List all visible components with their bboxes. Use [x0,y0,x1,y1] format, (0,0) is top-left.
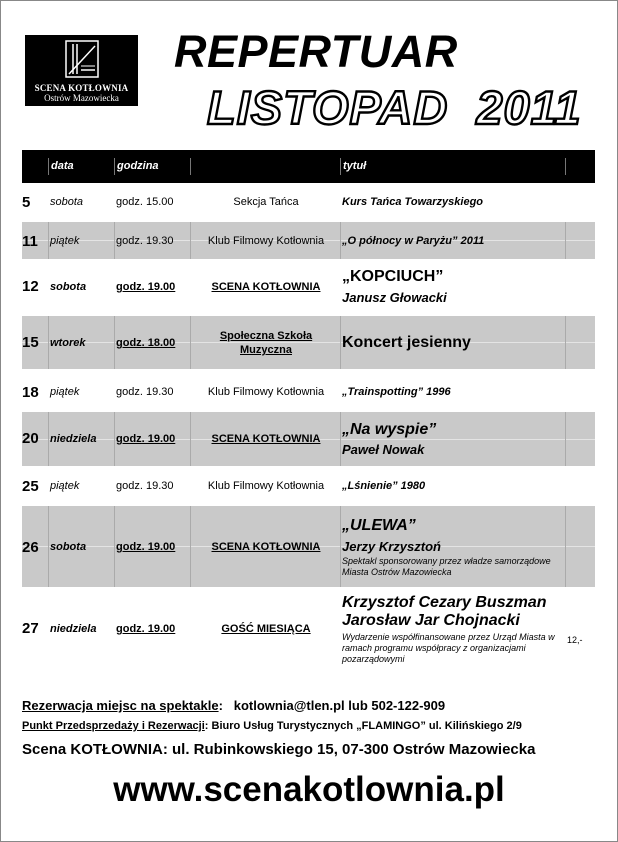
logo [25,35,138,106]
presale-line [22,720,522,732]
header-time: godzina [117,160,159,172]
row-title: Krzysztof Cezary Buszman [342,594,547,611]
table-row [22,186,595,220]
row-place: GOŚĆ MIESIĄCA [221,623,311,635]
row-day: 15 [22,334,39,351]
row-weekday: sobota [50,541,87,553]
row-note: Spektakl sponsorowany przez władze samorządowe Miasta Ostrów Mazowiecka [342,556,551,577]
table-row [22,506,595,587]
row-day: 12 [22,278,39,295]
table-row [22,372,595,410]
table-row [22,468,595,504]
table-row [22,222,595,259]
row-subtitle: Janusz Głowacki [342,290,447,305]
row-time: godz. 19.30 [116,235,174,247]
table-row [22,412,595,466]
row-place: Klub Filmowy Kotłownia [207,386,325,398]
row-title: „Trainspotting” 1996 [342,386,451,398]
row-price: 12,- [567,635,583,645]
header-date: data [51,160,74,172]
table-row [22,590,595,672]
row-time: godz. 18.00 [116,337,176,349]
row-day: 27 [22,620,39,637]
row-weekday: wtorek [50,337,86,349]
row-day: 5 [22,194,31,211]
table-row [22,316,595,369]
row-time: godz. 19.30 [116,386,174,398]
presale-colon: : [204,720,209,732]
row-weekday: sobota [50,281,87,293]
reservation-line [22,698,445,713]
row-place: Sekcja Tańca [233,196,299,208]
row-time: godz. 19.00 [116,541,176,553]
logo-line-2: Ostrów Mazowiecka [44,93,119,103]
reservation-contact: kotlownia@tlen.pl lub 502-122-909 [233,698,446,713]
table-header [22,150,595,184]
reservation-label: Rezerwacja miejsc na spektakle [22,698,219,713]
row-subtitle: Jarosław Jar Chojnacki [342,612,520,629]
row-title: „O północy w Paryżu” 2011 [342,235,485,247]
row-subtitle: Paweł Nowak [342,442,425,457]
logo-mark-icon [65,40,99,80]
row-weekday: niedziela [50,433,97,445]
row-place: SCENA KOTŁOWNIA [211,281,321,293]
row-time: godz. 19.00 [116,623,176,635]
website-link[interactable]: www.scenakotlownia.pl [113,770,505,809]
table-row [22,262,595,314]
row-title: Koncert jesienny [342,334,471,351]
row-time: godz. 15.00 [116,196,174,208]
row-place: SCENA KOTŁOWNIA [211,433,321,445]
row-weekday: piątek [50,235,80,247]
row-place: Klub Filmowy Kotłownia [207,480,325,492]
row-subtitle: Jerzy Krzysztoń [342,539,441,554]
row-day: 11 [22,233,38,250]
row-weekday: niedziela [50,623,97,635]
row-time: godz. 19.30 [116,480,174,492]
row-title: „ULEWA” [342,517,416,534]
page-subtitle: LISTOPAD 2011 [207,81,582,134]
row-note: Wydarzenie współfinansowane przez Urząd Miasta w ramach programu współpracy z organizacjami pozarządowymi [342,632,555,664]
row-day: 26 [22,539,39,556]
row-place: Klub Filmowy Kotłownia [207,235,325,247]
row-weekday: piątek [50,386,80,398]
page-title: REPERTUAR [174,26,458,77]
reservation-colon: : [218,698,223,713]
row-time: godz. 19.00 [116,433,176,445]
header-title: tytuł [343,160,367,172]
row-title: „Lśnienie” 1980 [342,480,426,492]
row-time: godz. 19.00 [116,281,176,293]
address-line: Scena KOTŁOWNIA: ul. Rubinkowskiego 15, 07-300 Ostrów Mazowiecka [22,741,536,758]
row-day: 18 [22,384,39,401]
logo-line-1: SCENA KOTŁOWNIA [34,83,129,93]
row-place: SCENA KOTŁOWNIA [211,541,321,553]
row-place: Społeczna Szkoła Muzyczna [219,330,313,356]
row-title: Kurs Tańca Towarzyskiego [342,196,484,208]
row-title: „Na wyspie” [342,421,437,438]
row-day: 20 [22,430,39,447]
row-weekday: sobota [50,196,84,208]
presale-value: Biuro Usług Turystycznych „FLAMINGO” ul. Kilińskiego 2/9 [211,720,522,732]
row-weekday: piątek [50,480,80,492]
row-day: 25 [22,478,39,495]
row-title: „KOPCIUCH” [342,268,444,285]
presale-label: Punkt Przedsprzedaży i Rezerwacji [22,720,205,732]
